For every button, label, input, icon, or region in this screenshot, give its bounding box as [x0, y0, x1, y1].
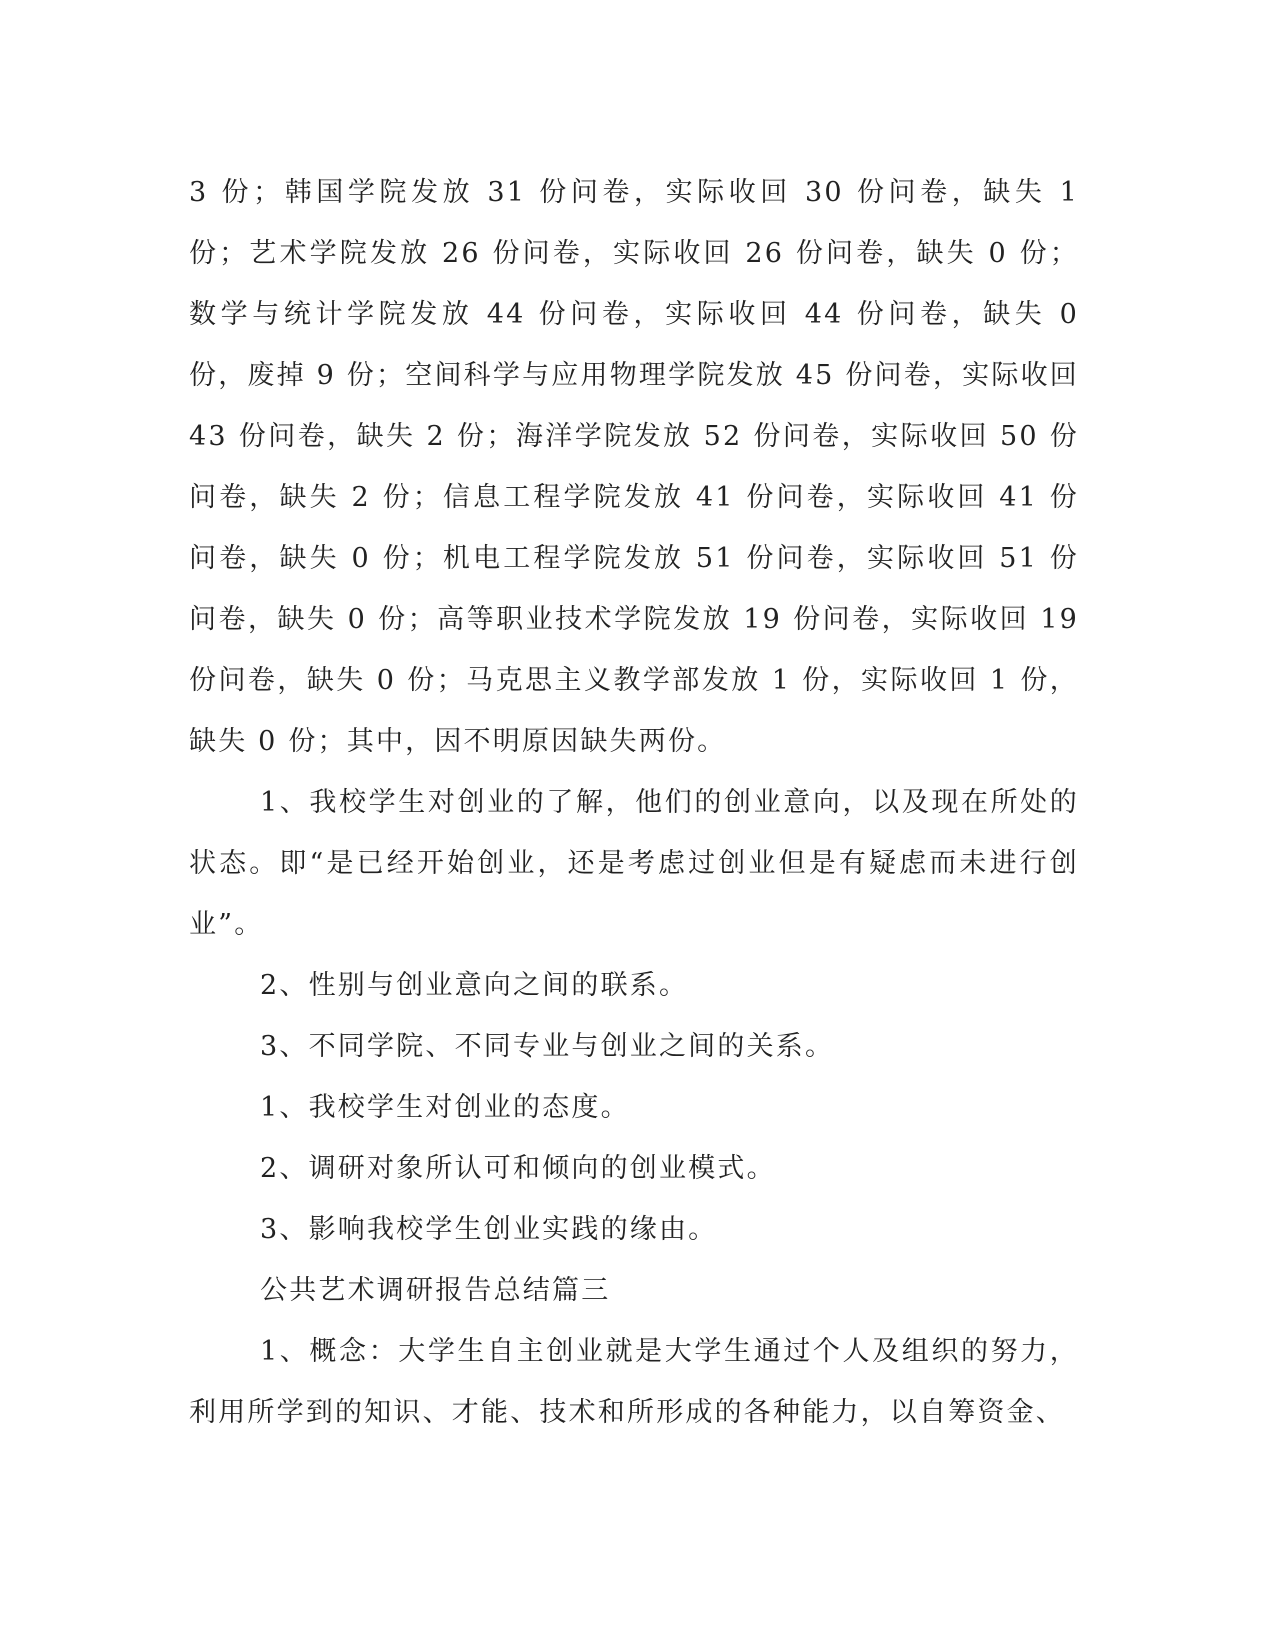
section-heading-part-three: 公共艺术调研报告总结篇三: [260, 1275, 611, 1306]
paragraph-item-2-gender: 2、性别与创业意向之间的联系。: [260, 970, 689, 1001]
paragraph-item-3-factors: 3、影响我校学生创业实践的缘由。: [260, 1214, 718, 1245]
paragraph-item-1-attitude: 1、我校学生对创业的态度。: [260, 1092, 630, 1123]
paragraph-item-2-mode: 2、调研对象所认可和倾向的创业模式。: [260, 1153, 776, 1184]
document-body: [189, 162, 1079, 1443]
paragraph-concept: 1、概念：大学生自主创业就是大学生通过个人及组织的努力，利用所学到的知识、才能、技术和所形成的各种能力，以自筹资金、: [189, 1336, 1079, 1428]
paragraph-item-1-understanding: 1、我校学生对创业的了解，他们的创业意向，以及现在所处的状态。即“是已经开始创业，还是考虑过创业但是有疑虑而未进行创业”。: [189, 787, 1079, 940]
paragraph-item-3-college-major: 3、不同学院、不同专业与创业之间的关系。: [260, 1031, 835, 1062]
paragraph-survey-distribution: 3 份；韩国学院发放 31 份问卷，实际收回 30 份问卷，缺失 1 份；艺术学院发放 26 份问卷，实际收回 26 份问卷，缺失 0 份；数学与统计学院发放 44 份问卷，实际收回 44 份问卷，缺失 0 份，废掉 9 份；空间科学与应用物理学院发放 45 份问卷，实际收回 43 份问卷，缺失 2 份；海洋学院发放 52 份问卷，实际收回 50 份问卷，缺失 2 份；信息工程学院发放 41 份问卷，实际收回 41 份问卷，缺失 0 份；机电工程学院发放 51 份问卷，实际收回 51 份问卷，缺失 0 份；高等职业技术学院发放 19 份问卷，实际收回 19 份问卷，缺失 0 份；马克思主义教学部发放 1 份，实际收回 1 份，缺失 0 份；其中，因不明原因缺失两份。: [189, 177, 1079, 757]
